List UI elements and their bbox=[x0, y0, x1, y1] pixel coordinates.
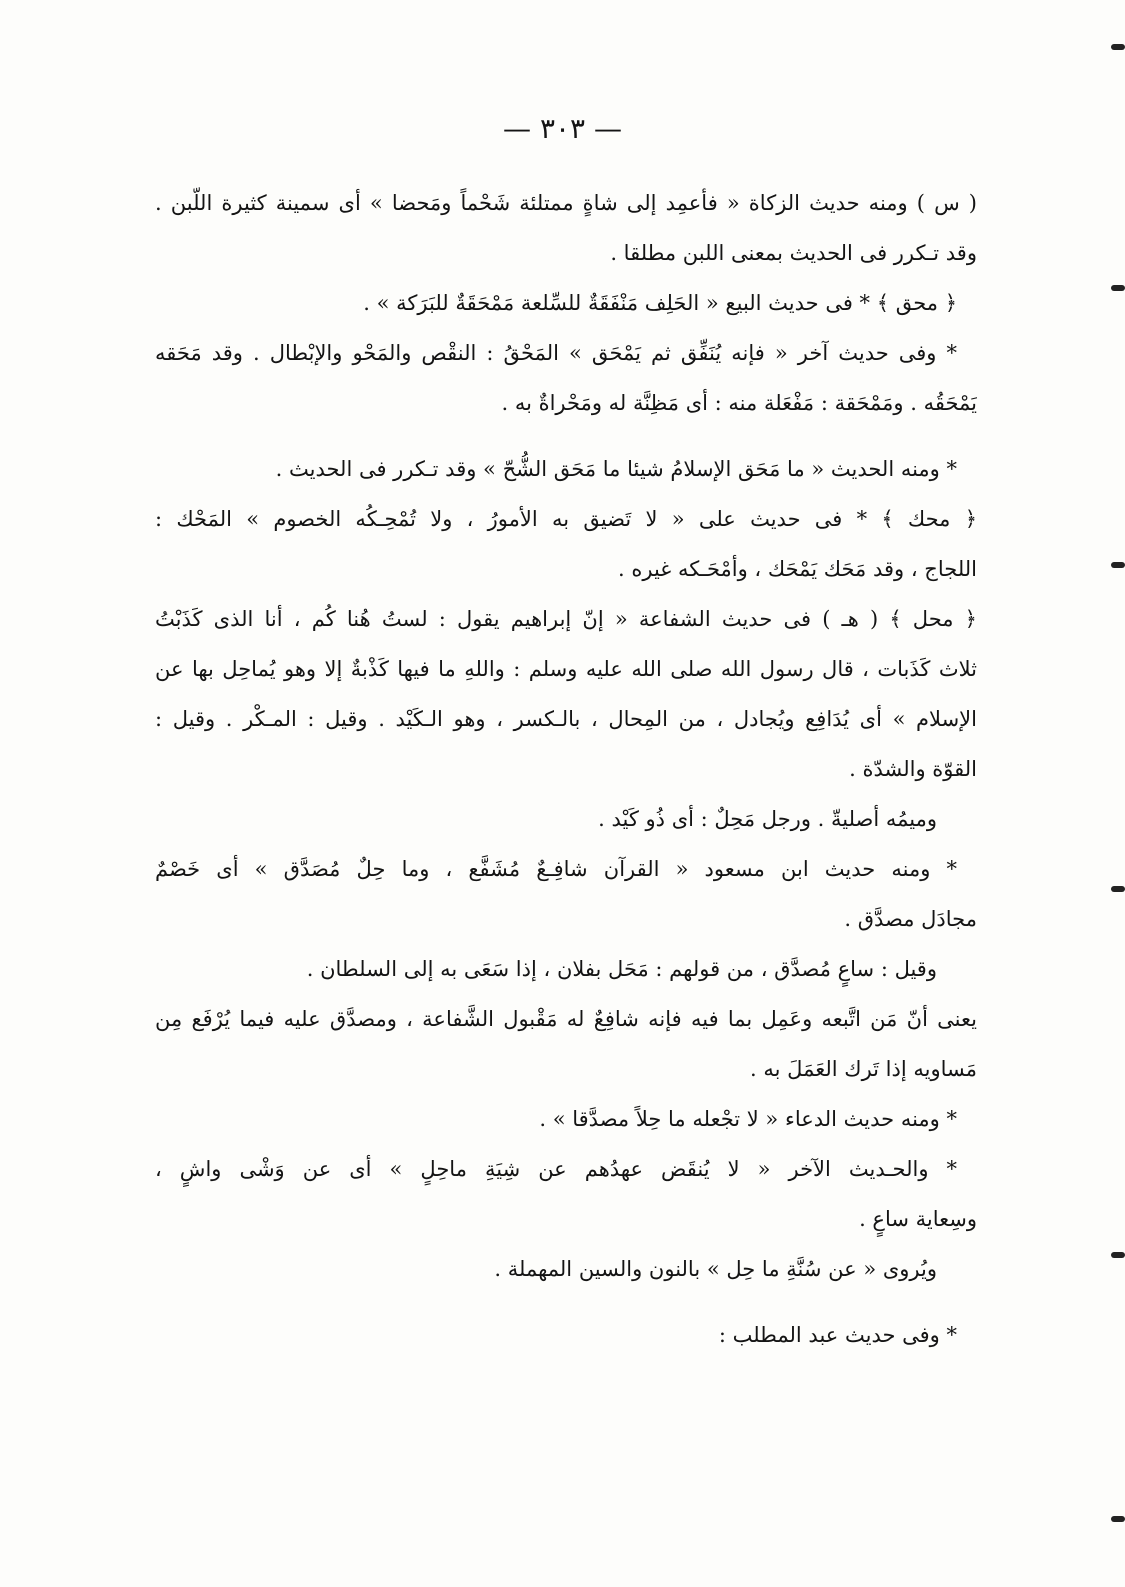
text-line: * ومنه حديث ابن مسعود « القرآن شافِـعٌ مُشَفَّع ، وما حِلٌ مُصَدَّق » أى خَصْمٌ bbox=[155, 857, 957, 881]
text-line: ﴿ محك ﴾ * فى حديث على « لا تَضيق به الأمورُ ، ولا تُمْحِـكُه الخصوم » المَحْك : bbox=[155, 507, 977, 531]
text-line: مَساويه إذا تَرك العَمَلَ به . bbox=[750, 1057, 977, 1081]
text-line: * والحـديث الآخر « لا يُنقَض عهدُهم عن شِيَةِ ماحِلٍ » أى عن وَشْى واشٍ ، bbox=[155, 1157, 957, 1181]
text-line: الإسلام » أى يُدَافِع ويُجادل ، من المِحال ، بالـكسر ، وهو الـكَيْد . وقيل : المـكْر . وقيل : bbox=[155, 707, 977, 731]
text-line: مجادَل مصدَّق . bbox=[844, 907, 977, 931]
margin-mark bbox=[1111, 285, 1125, 291]
text-line: وسِعاية ساعٍ . bbox=[859, 1207, 977, 1231]
text-line: القوّة والشدّة . bbox=[849, 757, 977, 781]
margin-mark bbox=[1111, 562, 1125, 568]
margin-mark bbox=[1111, 1252, 1125, 1258]
margin-mark bbox=[1111, 44, 1125, 50]
text-line: وقد تـكرر فى الحديث بمعنى اللبن مطلقا . bbox=[610, 241, 977, 265]
paragraph-gap bbox=[155, 428, 977, 444]
page-body bbox=[155, 178, 977, 1360]
text-line: * وفى حديث عبد المطلب : bbox=[718, 1323, 957, 1347]
text-line: * وفى حديث آخر « فإنه يُنَفِّق ثم يَمْحَق » المَحْقُ : النقْص والمَحْو والإبْطال . وقد مَحَقه bbox=[155, 341, 957, 365]
text-line: ﴿ محق ﴾ * فى حديث البيع « الحَلِف مَنْفَقَةٌ للسِّلعة مَمْحَقَةٌ للبَرَكة » . bbox=[363, 291, 957, 315]
margin-mark bbox=[1111, 886, 1125, 892]
text-line: * ومنه الحديث « ما مَحَق الإسلامُ شيئا ما مَحَق الشُّحّ » وقد تـكرر فى الحديث . bbox=[275, 457, 957, 481]
text-line: وقيل : ساعٍ مُصدَّق ، من قولهم : مَحَل بفلان ، إذا سَعَى به إلى السلطان . bbox=[306, 957, 937, 981]
text-line: اللجاج ، وقد مَحَك يَمْحَك ، وأمْحَـكه غيره . bbox=[618, 557, 977, 581]
text-line: * ومنه حديث الدعاء « لا تجْعله ما حِلاً مصدَّقا » . bbox=[539, 1107, 957, 1131]
text-line: وميمُه أصليةّ . ورجل مَحِلٌ : أى ذُو كَيْد . bbox=[598, 807, 937, 831]
text-line: يَمْحَقُه . ومَمْحَقة : مَفْعَلة منه : أى مَظِنَّة له ومَحْراةٌ به . bbox=[501, 391, 977, 415]
text-line: يعنى أنّ مَن اتَّبعه وعَمِل بما فيه فإنه شافِعٌ له مَقْبول الشَّفاعة ، ومصدَّق عليه فيما يُرْفَع مِن bbox=[155, 1007, 977, 1031]
paragraph-gap bbox=[155, 1294, 977, 1310]
text-line: ( س ) ومنه حديث الزكاة « فأعمِد إلى شاةٍ ممتلئة شَحْماً ومَحضا » أى سمينة كثيرة اللّبن . bbox=[155, 191, 977, 215]
page-number: — ٣٠٣ — bbox=[503, 112, 622, 145]
text-line: ويُروى « عن سُنَّةِ ما حِل » بالنون والسين المهملة . bbox=[494, 1257, 937, 1281]
margin-mark bbox=[1111, 1516, 1125, 1522]
text-line: ﴿ محل ﴾ ( هـ ) فى حديث الشفاعة « إنّ إبراهيم يقول : لستُ هُنا كُم ، أنا الذى كَذَبْتُ bbox=[155, 607, 977, 631]
text-line: ثلاث كَذَبات ، قال رسول الله صلى الله عليه وسلم : واللهِ ما فيها كَذْبةٌ إلا وهو يُماحِل بها عن bbox=[155, 657, 977, 681]
